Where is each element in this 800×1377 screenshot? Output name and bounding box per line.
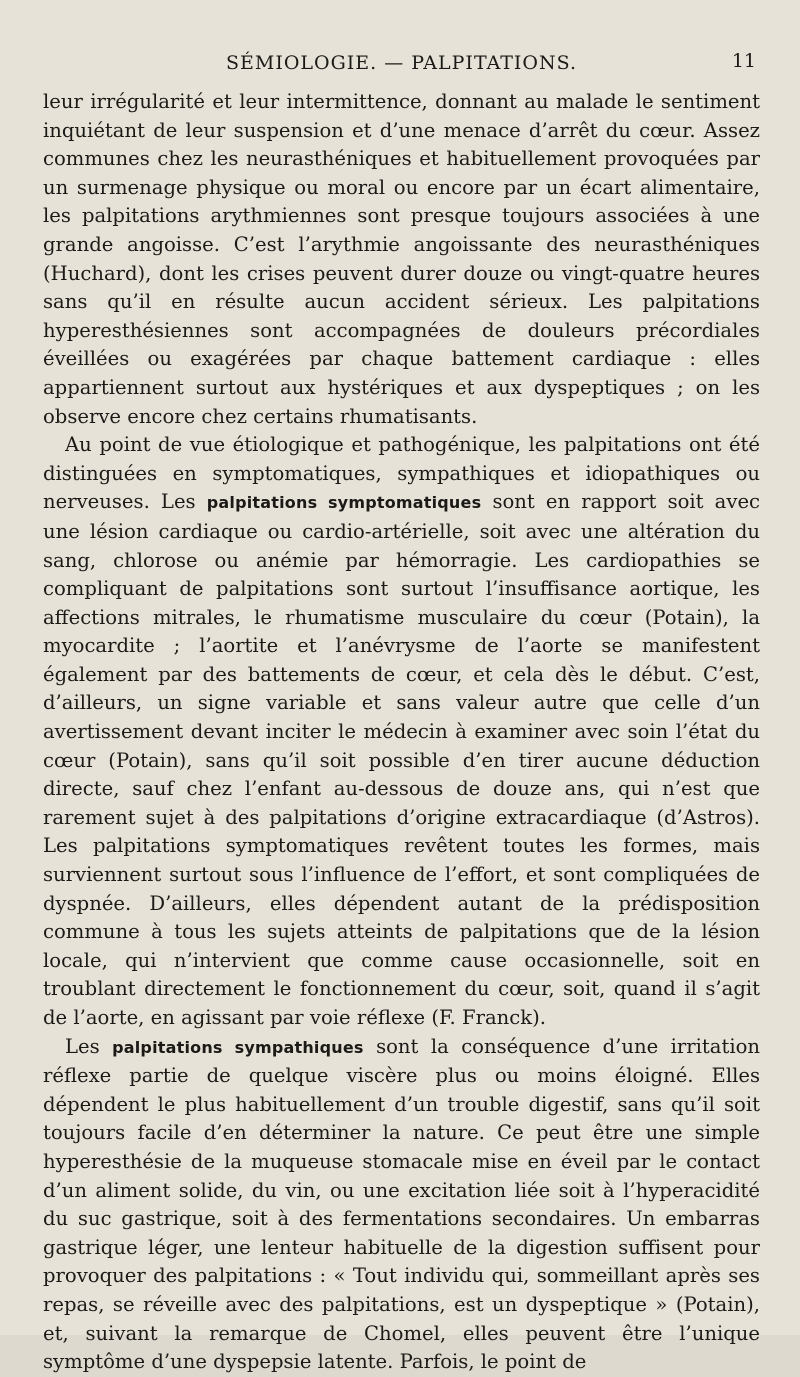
running-header: [43, 48, 760, 88]
paragraph-2: [43, 431, 760, 1032]
body-text: [43, 88, 760, 1377]
paragraph-1: [43, 88, 760, 431]
paragraph-text: sont la conséquence d’une irritation réflexe partie de quelque viscère plus ou moins éloigné. Elles dépendent le plus habituellement d’un trouble digestif, sans qu’il soit toujours facile d’en déterminer la nature. Ce peut être une simple hyperesthésie de la muqueuse stomacale mise en éveil par le contact d’un aliment solide, du vin, ou une excitation liée soit à l’hyperacidité du suc gastrique, soit à des fermentations secondaires. Un embarras gastrique léger, une lenteur habituelle de la digestion suffisent pour provoquer des palpitations : « Tout individu qui, sommeillant après ses repas, se réveille avec des palpitations, est un dyspeptique » (Potain), et, suivant la remarque de Chomel, elles peuvent être l’unique symptôme d’une dyspepsie latente. Parfois, le point de: [43, 1034, 761, 1374]
term-heading: palpitations sympathiques: [112, 1037, 364, 1057]
paragraph-text: Les: [65, 1034, 113, 1058]
paragraph-3: [43, 1033, 760, 1377]
paragraph-text: Au point de vue étiologique et pathogénique, les palpitations ont été distinguées en symptomatiques, sympathiques et idiopathiques ou nerveuses. Les: [43, 433, 760, 514]
page-number: 11: [731, 50, 756, 72]
paragraph-text: sont en rapport soit avec une lésion cardiaque ou cardio-artérielle, soit avec une altération du sang, chlorose ou anémie par hémorragie. Les cardiopathies se compliquant de palpitations sont surtout l’insuffisance aortique, les affections mitrales, le rhumatisme musculaire du cœur (Potain), la myocardite ; l’aortite et l’anévrysme de l’aorte se manifestent également par des battements de cœur, et cela dès le début. C’est, d’ailleurs, un signe variable et sans valeur autre que celle d’un avertissement devant inciter le médecin à examiner avec soin l’état du cœur (Potain), sans qu’il soit possible d’en tirer aucune déduction directe, sauf chez l’enfant au-dessous de douze ans, qui n’est que rarement sujet à des palpitations d’origine extracardiaque (d’Astros). Les palpitations symptomatiques revêtent toutes les formes, mais surviennent surtout sous l’influence de l’effort, et sont compliquées de dyspnée. D’ailleurs, elles dépendent autant de la prédisposition commune à tous les sujets atteints de palpitations que de la lésion locale, qui n’intervient que comme cause occasionnelle, soit en troublant directement le fonctionnement du cœur, soit, quand il s’agit de l’aorte, en agissant par voie réflexe (F. Franck).: [43, 490, 761, 1029]
paragraph-text: leur irrégularité et leur intermittence, donnant au malade le sentiment inquiétant de leur suspension et d’une menace d’arrêt du cœur. Assez communes chez les neurasthéniques et habituellement provoquées par un surmenage physique ou moral ou encore par un écart alimentaire, les palpitations arythmiennes sont presque toujours associées à une grande angoisse. C’est l’arythmie angoissante des neurasthéniques (Huchard), dont les crises peuvent durer douze ou vingt-quatre heures sans qu’il en résulte aucun accident sérieux. Les palpitations hyperesthésiennes sont accompagnées de douleurs précordiales éveillées ou exagérées par chaque battement cardiaque : elles appartiennent surtout aux hystériques et aux dyspeptiques ; on les observe encore chez certains rhumatisants.: [43, 90, 760, 428]
running-title: SÉMIOLOGIE. — PALPITATIONS.: [225, 52, 578, 74]
term-heading: palpitations symptomatiques: [206, 493, 482, 513]
